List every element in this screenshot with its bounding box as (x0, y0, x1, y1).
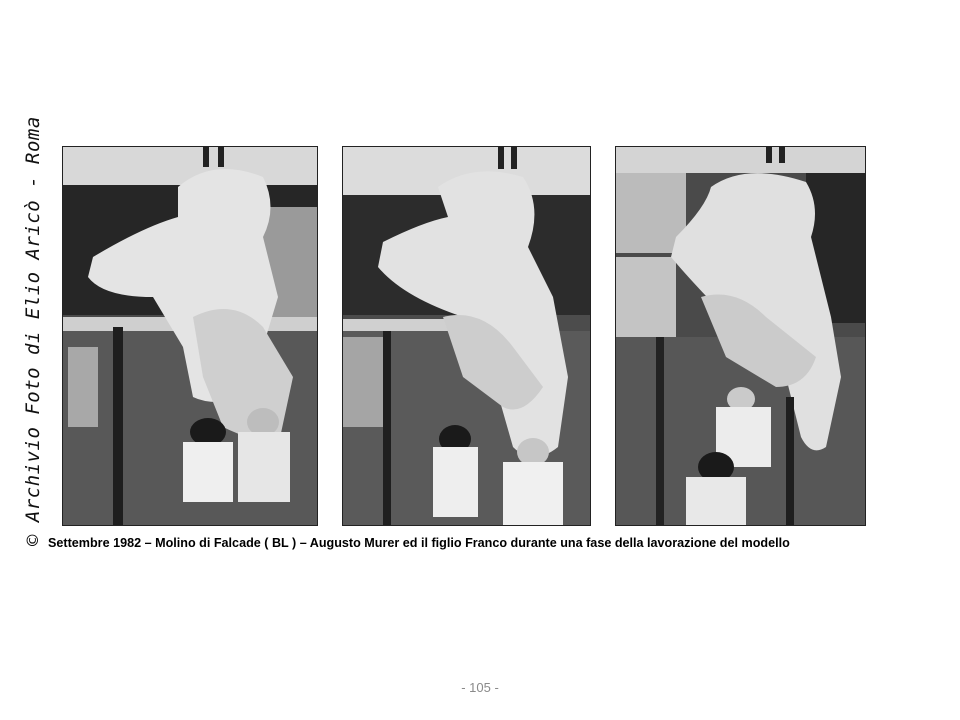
photo-credit (10, 0, 50, 720)
photo-workshop-center (342, 146, 591, 526)
photo-caption: Settembre 1982 – Molino di Falcade ( BL ) – Augusto Murer ed il figlio Franco durante una fase della lavorazione del modello (48, 536, 790, 550)
photo-credit-text: © Archivio Foto di Elio Aricò - Roma (22, 116, 44, 546)
photo-workshop-left (62, 146, 318, 526)
page-number: - 105 - (461, 680, 499, 695)
photo-workshop-right (615, 146, 866, 526)
